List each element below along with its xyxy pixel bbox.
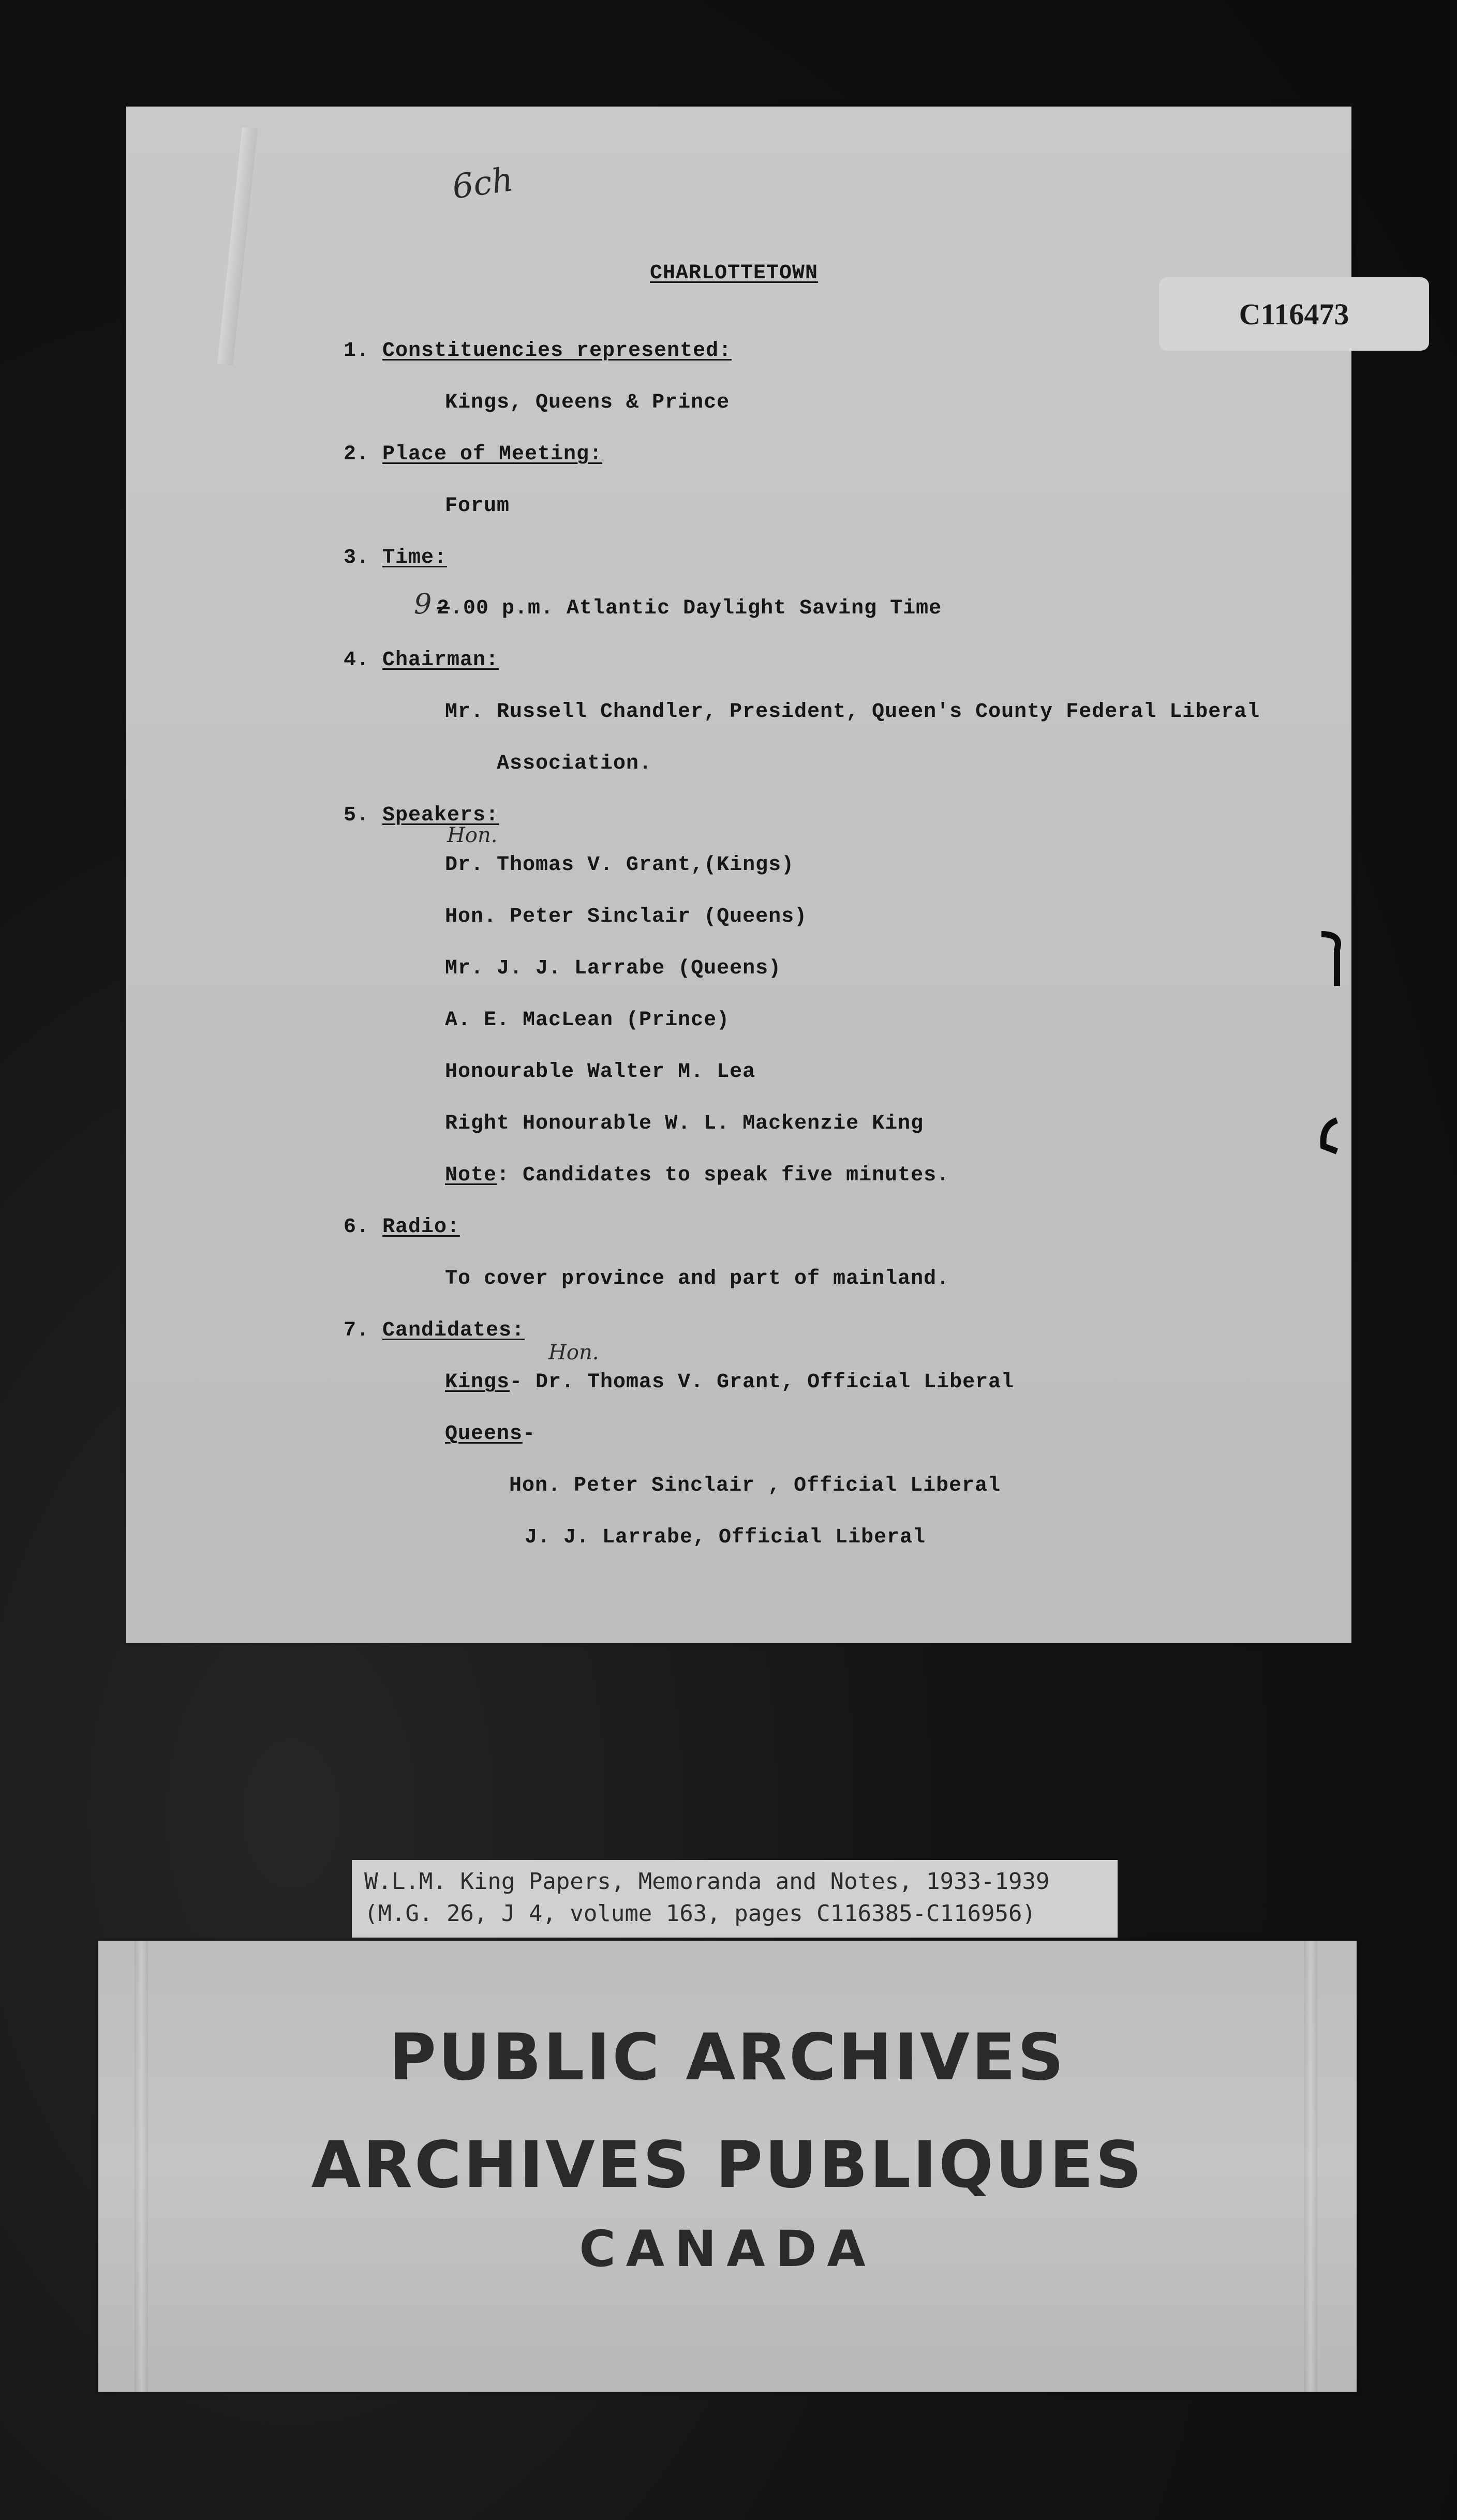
chairman-line-2: Association. [497,752,652,775]
archives-plate [98,1941,1357,2392]
note-label: Note [445,1164,497,1187]
item-number: 6. [344,1216,370,1239]
typed-document [126,107,1351,1643]
queens-label: Queens [445,1422,523,1446]
plate-title-english: PUBLIC ARCHIVES [389,2020,1066,2095]
reference-number: C116473 [1239,297,1349,331]
item-number: 5. [344,804,370,827]
item-number: 7. [344,1319,370,1342]
speaker-line: Mr. J. J. Larrabe (Queens) [445,957,782,980]
clip-mark-icon [1316,1115,1347,1177]
kings-candidate: - Dr. Thomas V. Grant, Official Liberal [510,1371,1015,1394]
document-title: CHARLOTTETOWN [650,262,819,285]
time-value: .00 p.m. Atlantic Daylight Saving Time [450,597,942,620]
struck-time-digit: 2 [437,597,450,620]
item-heading: Constituencies represented: [382,339,732,363]
item-heading: Radio: [382,1216,460,1239]
speaker-line: Dr. Thomas V. Grant,(Kings) [445,853,795,877]
item-number: 2. [344,443,370,466]
item-heading: Speakers: [382,804,499,827]
item-heading: Chairman: [382,649,499,672]
reference-number-box [1159,277,1429,351]
speaker-line: Right Honourable W. L. Mackenzie King [445,1112,924,1135]
item-heading: Candidates: [382,1319,525,1342]
handwritten-hon-insert: Hon. [447,823,498,847]
chairman-line-1: Mr. Russell Chandler, President, Queen's County Federal Liberal [445,700,1260,724]
radio-value: To cover province and part of mainland. [445,1267,950,1291]
plate-country: CANADA [579,2220,876,2278]
queens-candidate: J. J. Larrabe, Official Liberal [525,1526,926,1549]
queens-candidate: Hon. Peter Sinclair , Official Liberal [509,1474,1001,1497]
collection-label-line-1: W.L.M. King Papers, Memoranda and Notes, 1933-1939 [364,1868,1050,1895]
queens-dash: - [523,1422,536,1446]
item-number: 1. [344,339,370,363]
constituencies-value: Kings, Queens & Prince [445,391,730,414]
speaker-line: Hon. Peter Sinclair (Queens) [445,905,808,928]
handwritten-top-mark: 6ch [450,160,516,207]
place-value: Forum [445,494,510,518]
collection-label-line-2: (M.G. 26, J 4, volume 163, pages C116385-C116956) [364,1900,1036,1927]
item-heading: Place of Meeting: [382,443,603,466]
collection-label [352,1860,1118,1938]
item-heading: Time: [382,546,448,569]
clip-mark-icon [1316,929,1347,991]
handwritten-time-correction: 9 [414,588,432,620]
speaker-line: Honourable Walter M. Lea [445,1060,756,1084]
handwritten-hon-insert: Hon. [548,1341,599,1364]
kings-label: Kings [445,1371,510,1394]
speaker-line: A. E. MacLean (Prince) [445,1009,730,1032]
note-text: : Candidates to speak five minutes. [497,1164,950,1187]
paper-fold-mark [217,127,258,366]
plate-title-french: ARCHIVES PUBLIQUES [311,2128,1144,2202]
item-number: 3. [344,546,370,569]
item-number: 4. [344,649,370,672]
